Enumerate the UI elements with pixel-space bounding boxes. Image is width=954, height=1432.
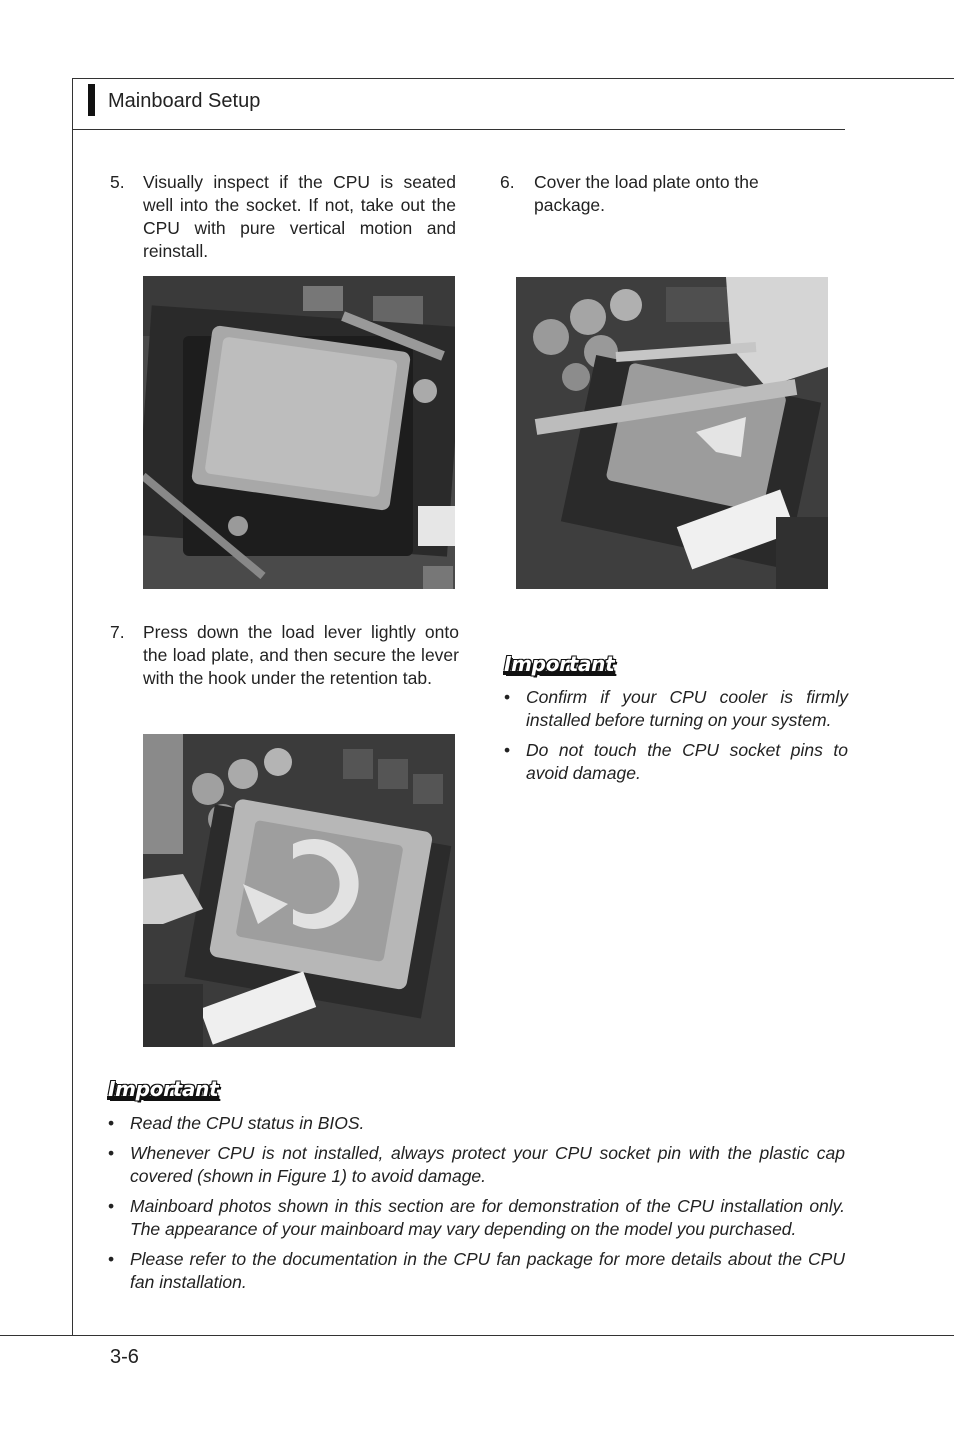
list-item xyxy=(504,686,848,732)
important-heading: Important xyxy=(108,1077,219,1101)
header-rule-bottom xyxy=(72,129,845,130)
list-item-text: Mainboard photos shown in this section are for demonstration of the CPU installation only. The appearance of your mainboard may vary depending on the model you purchased. xyxy=(130,1196,845,1239)
step-7 xyxy=(110,621,462,721)
important-heading: Important xyxy=(504,652,615,676)
step-5 xyxy=(110,171,460,271)
bullet-symbol: • xyxy=(108,1143,115,1163)
cpu-seated-photo xyxy=(143,276,455,589)
list-item-text: Read the CPU status in BIOS. xyxy=(130,1113,365,1133)
list-item-text: Confirm if your CPU cooler is firmly installed before turning on your system. xyxy=(526,687,848,730)
list-item-text: Please refer to the documentation in the CPU fan package for more details about the CPU fan installation. xyxy=(130,1249,845,1292)
bullet-symbol: • xyxy=(108,1249,115,1269)
list-item xyxy=(108,1142,845,1188)
bullet-symbol: • xyxy=(108,1196,115,1216)
step-number: 5. xyxy=(110,172,125,192)
footer-rule xyxy=(0,1335,954,1336)
page-left-rule xyxy=(72,78,73,1335)
step-number: 7. xyxy=(110,622,125,642)
list-item-text: Do not touch the CPU socket pins to avoid damage. xyxy=(526,740,848,783)
step-text: Visually inspect if the CPU is seated well into the socket. If not, take out the CPU with pure vertical motion and reinstall. xyxy=(143,172,456,261)
list-item-text: Whenever CPU is not installed, always protect your CPU socket pin with the plastic cap covered (shown in Figure 1) to avoid damage. xyxy=(130,1143,845,1186)
list-item xyxy=(108,1195,845,1241)
list-item xyxy=(108,1248,845,1294)
step-text: Cover the load plate onto the package. xyxy=(534,172,759,215)
list-item xyxy=(504,739,848,785)
section-title: Mainboard Setup xyxy=(108,90,261,112)
list-item xyxy=(108,1112,845,1135)
page-number: 3-6 xyxy=(110,1346,139,1368)
header-rule-top xyxy=(72,78,954,79)
bullet-symbol: • xyxy=(504,740,511,760)
load-plate-photo xyxy=(516,277,828,589)
bullet-symbol: • xyxy=(108,1113,115,1133)
header-marker-bar xyxy=(88,84,95,116)
important-list xyxy=(504,686,848,792)
step-number: 6. xyxy=(500,172,515,192)
bullet-symbol: • xyxy=(504,687,511,707)
important-list xyxy=(108,1112,845,1301)
step-text: Press down the load lever lightly onto the load plate, and then secure the lever with the hook under the retention tab. xyxy=(143,622,459,688)
load-lever-photo xyxy=(143,734,455,1047)
step-6 xyxy=(500,171,840,231)
